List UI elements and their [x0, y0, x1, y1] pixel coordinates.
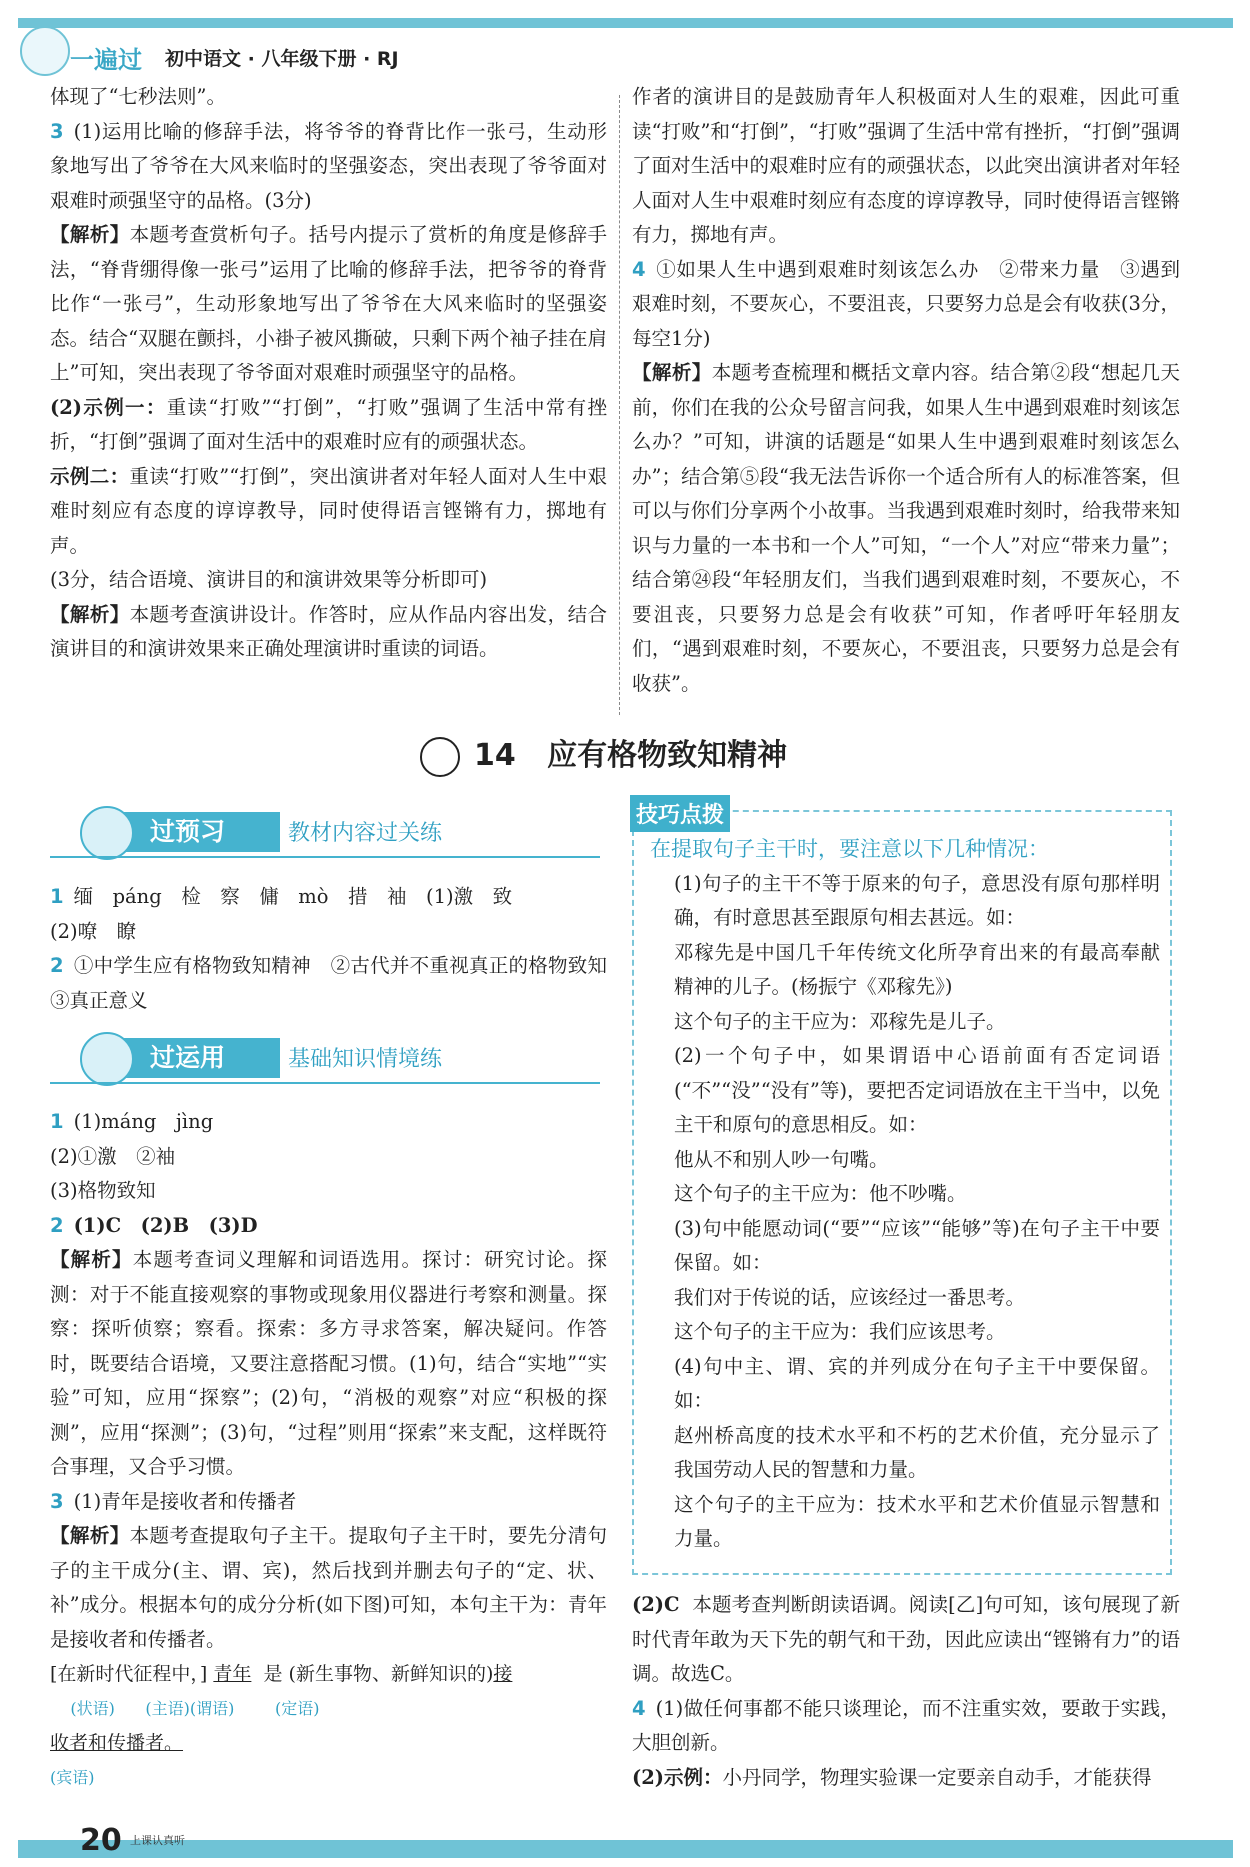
tip-2-example: 他从不和别人吵一句嘴。 [674, 1147, 889, 1171]
analysis-text: 本题考查提取句子主干。提取句子主干时，要先分清句子的主干成分(主、谓、宾)，然后找到并删去句子的“定、状、补”成分。根据本句的成分分析(如下图)可知，本句主干为：青年是接收者和传播者。 [50, 1524, 607, 1651]
role-subject-predicate: (主语)(谓语) [145, 1698, 235, 1718]
tip-2-result: 这个句子的主干应为：他不吵嘴。 [674, 1182, 967, 1205]
header-title: 初中语文 · 八年级下册 · RJ [165, 48, 399, 70]
left-top-column [50, 80, 607, 667]
mascot-icon [80, 1032, 134, 1086]
diagram-object-start: 接 [493, 1663, 513, 1685]
example-tag: (2)示例： [632, 1765, 723, 1789]
example-2 [50, 460, 607, 564]
column-divider [619, 95, 620, 715]
footer-bar [18, 1840, 1233, 1858]
section-subtitle: 教材内容过关练 [288, 821, 443, 846]
analysis-tag: 【解析】 [50, 1524, 130, 1547]
tip-4-result: 这个句子的主干应为：技术水平和艺术价值显示智慧和力量。 [674, 1492, 1160, 1550]
tip-3: (3)句中能愿动词(“要”“应该”“能够”等)在句子主干中要保留。如： [674, 1216, 1160, 1274]
answer-text: 缅 páng 检 察 傭 mò 措 袖 (1)激 致 [73, 885, 513, 908]
chapter-number: 14 [474, 738, 516, 773]
section-apply [50, 1038, 600, 1082]
use-q2 [50, 1209, 607, 1244]
preview-answers [50, 880, 627, 1018]
q3-2-item [632, 1588, 1180, 1692]
diagram-adverbial: [在新时代征程中，] [50, 1663, 208, 1685]
diagram-role-object: (宾语) [50, 1767, 95, 1787]
analysis-tag: 【解析】 [50, 223, 130, 246]
use-q1 [50, 1105, 607, 1140]
analysis [632, 356, 1180, 701]
example-text: 重读“打败”“打倒”，“打败”强调了生活中常有挫折，“打倒”强调了面对生活中的艰难时应有的顽强状态。 [50, 395, 607, 453]
tip-4-example: 赵州桥高度的技术水平和不朽的艺术价值，充分显示了我国劳动人民的智慧和力量。 [674, 1423, 1160, 1481]
example-tag: 示例二： [50, 464, 130, 488]
answer-text: (1)青年是接收者和传播者 [73, 1489, 297, 1513]
sentence-diagram [50, 1657, 607, 1795]
use-q3 [50, 1485, 607, 1520]
right-bottom-column [632, 1588, 1180, 1795]
tip-3-example: 我们对于传说的话，应该经过一番思考。 [674, 1285, 1026, 1309]
paragraph: 作者的演讲目的是鼓励青年人积极面对人生的艰难，因此可重读“打败”和“打倒”，“打败”强调了生活中常有挫折，“打倒”强调了面对生活中的艰难时应有的顽强状态，以此突出演讲者对年轻人面对人生中艰难时刻应有态度的谆谆教导，同时使得语言铿锵有力，掷地有声。 [632, 85, 1180, 246]
apply-answers [50, 1105, 607, 1795]
example-1 [50, 391, 607, 460]
q3-item [50, 115, 607, 219]
analysis-text: 本题考查词义理解和词语选用。探讨：研究讨论。探测：对于不能直接观察的事物或现象用仪器进行考察和测量。探察：探听侦察；察看。探索：多方寻求答案，解决疑问。作答时，既要结合语境，又要注意搭配习惯。(1)句，结合“实地”“实验”可知，应用“探察”；(2)句，“消极的观察”对应“积极的探测”，应用“探测”；(3)句，“过程”则用“探索”来支配，这样既符合事理，又合乎习惯。 [50, 1248, 607, 1478]
page-number: 20 [80, 1823, 122, 1858]
analysis-tag: 【解析】 [50, 1248, 133, 1271]
q-number: 1 [50, 885, 64, 908]
star-icon [420, 737, 460, 777]
analysis-tag: 【解析】 [50, 602, 130, 626]
tip-1-result: 这个句子的主干应为：邓稼先是儿子。 [674, 1009, 1006, 1033]
section-name: 过预习 [90, 812, 280, 852]
tips-content [650, 832, 1160, 1557]
analysis-2 [50, 598, 607, 667]
analysis-tag: 【解析】 [632, 361, 712, 384]
section-subtitle: 基础知识情境练 [288, 1047, 443, 1072]
diagram-line-1 [50, 1657, 607, 1692]
brand: 一遍过 [70, 46, 142, 74]
analysis-text: 本题考查判断朗读语调。阅读[乙]句可知，该句展现了新时代青年敢为天下先的朝气和干劲，因此应读出“铿锵有力”的语调。故选C。 [632, 1593, 1180, 1685]
diagram-attribute: (新生事物、新鲜知识的) [288, 1663, 494, 1685]
role-adverbial: (状语) [70, 1698, 115, 1718]
role-attribute: (定语) [275, 1698, 320, 1718]
right-top-column [632, 80, 1180, 701]
q-number: 4 [632, 257, 646, 281]
answer-text: ①如果人生中遇到艰难时刻该怎么办 ②带来力量 ③遇到艰难时刻，不要灰心，不要沮丧，只要努力总是会有收获(3分，每空1分) [632, 257, 1180, 350]
diagram-line-2 [50, 1726, 607, 1761]
analysis-text: 本题考查赏析句子。括号内提示了赏析的角度是修辞手法，“脊背绷得像一张弓”运用了比喻的修辞手法，把爷爷的脊背比作“一张弓”，生动形象地写出了爷爷在大风来临时的坚强姿态。结合“双腿在颤抖，小褂子被风撕破，只剩下两个袖子挂在肩上”可知，突出表现了爷爷面对艰难时顽强坚守的品格。 [50, 223, 607, 384]
answer-text: (1)C (2)B (3)D [73, 1213, 258, 1237]
answer-text: ①中学生应有格物致知精神 ②古代并不重视真正的格物致知 ③真正意义 [50, 954, 627, 1012]
tip-1-example: 邓稼先是中国几千年传统文化所孕育出来的有最高奉献精神的儿子。(杨振宁《邓稼先》) [674, 940, 1160, 998]
pre-q2 [50, 949, 627, 1018]
example-tag: (2)示例一： [50, 395, 167, 419]
answer-tag: (2)C [632, 1593, 680, 1616]
diagram-object-end: 收者和传播者。 [50, 1732, 184, 1754]
footer-note: 上课认真听 [130, 1834, 185, 1847]
diagram-predicate: 是 [263, 1663, 283, 1685]
q4-example [632, 1761, 1180, 1796]
example-text: 小丹同学，物理实验课一定要亲自动手，才能获得 [722, 1765, 1152, 1789]
pre-q1 [50, 880, 607, 915]
analysis-text: 本题考查演讲设计。作答时，应从作品内容出发，结合演讲目的和演讲效果来正确处理演讲时重读的词语。 [50, 602, 607, 660]
score-note: (3分，结合语境、演讲目的和演讲效果等分析即可) [50, 568, 488, 591]
use-q1b: (2)①激 ②袖 [50, 1144, 176, 1168]
section-line [50, 1082, 600, 1084]
example-text: 重读“打败”“打倒”，突出演讲者对年轻人面对人生中艰难时刻应有态度的谆谆教导，同时使得语言铿锵有力，掷地有声。 [50, 464, 607, 557]
q-number: 3 [50, 1489, 64, 1513]
answer-text: (1)máng jìng [73, 1110, 214, 1133]
section-line [50, 856, 600, 858]
section-preview [50, 812, 600, 856]
tip-3-result: 这个句子的主干应为：我们应该思考。 [674, 1320, 1006, 1343]
q4-item [632, 253, 1180, 357]
tip-1: (1)句子的主干不等于原来的句子，意思没有原句那样明确，有时意思甚至跟原句相去甚远。如： [674, 871, 1160, 929]
tip-2: (2)一个句子中，如果谓语中心语前面有否定词语(“不”“没”“没有”等)，要把否定词语放在主干当中，以免主干和原句的意思相反。如： [674, 1044, 1160, 1136]
q-number: 4 [632, 1696, 646, 1720]
tips-label: 技巧点拨 [630, 795, 730, 832]
section-name: 过运用 [90, 1038, 280, 1078]
analysis-1 [50, 218, 607, 391]
chapter-title [420, 730, 787, 777]
use-analysis-3 [50, 1519, 607, 1657]
q-number: 2 [50, 1213, 64, 1237]
pre-q1b: (2)嘹 瞭 [50, 919, 137, 943]
diagram-roles [50, 1692, 607, 1727]
q-number: 3 [50, 119, 64, 143]
answer-text: (1)运用比喻的修辞手法，将爷爷的脊背比作一张弓，生动形象地写出了爷爷在大风来临时的坚强姿态，突出表现了爷爷面对艰难时顽强坚守的品格。(3分) [50, 119, 607, 212]
mascot-icon [80, 806, 134, 860]
use-q1c: (3)格物致知 [50, 1179, 156, 1202]
tips-heading: 在提取句子主干时，要注意以下几种情况： [650, 837, 1049, 861]
analysis-text: 本题考查梳理和概括文章内容。结合第②段“想起几天前，你们在我的公众号留言问我，如果人生中遇到艰难时刻该怎么办？”可知，讲演的话题是“如果人生中遇到艰难时刻该怎么办”；结合第⑤段“我无法告诉你一个适合所有人的标准答案，但可以与你们分享两个小故事。当我遇到艰难时刻时，给我带来知识与力量的一本书和一个人”可知，“一个人”对应“带来力量”；结合第㉔段“年轻朋友们，当我们遇到艰难时刻，不要灰心，不要沮丧，只要努力总是会有收获”可知，作者呼吁年轻朋友们，“遇到艰难时刻，不要灰心，不要沮丧，只要努力总是会有收获”。 [632, 361, 1180, 695]
q4-item [632, 1692, 1180, 1761]
q-number: 2 [50, 954, 64, 977]
chapter-name: 应有格物致知精神 [547, 738, 788, 773]
mascot-logo-icon [20, 26, 70, 76]
diagram-subject: 青年 [213, 1663, 252, 1685]
use-analysis-2 [50, 1243, 607, 1485]
top-bar [18, 18, 1233, 28]
answer-text: (1)做任何事都不能只谈理论，而不注重实效，要敢于实践，大胆创新。 [632, 1696, 1180, 1754]
q-number: 1 [50, 1110, 64, 1133]
tip-4: (4)句中主、谓、宾的并列成分在句子主干中要保留。如： [674, 1354, 1160, 1412]
text-line: 体现了“七秒法则”。 [50, 85, 226, 108]
